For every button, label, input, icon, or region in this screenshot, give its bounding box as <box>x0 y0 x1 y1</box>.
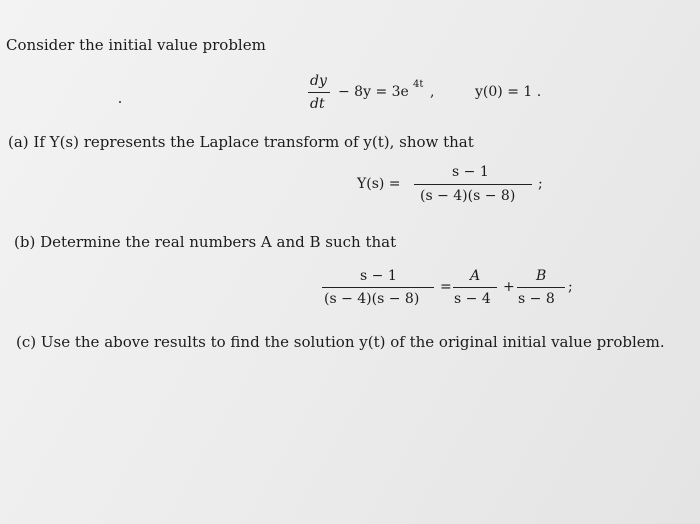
stray-dot <box>119 101 121 103</box>
part-a-fraction-bar <box>414 184 532 185</box>
part-b-b-denominator: s − 8 <box>518 291 555 307</box>
part-b-semicolon: ; <box>568 279 573 295</box>
part-a-denominator: (s − 4)(s − 8) <box>420 188 516 204</box>
part-b-lhs-numerator: s − 1 <box>360 268 397 284</box>
part-b-lhs-fraction-bar <box>322 287 434 288</box>
part-a-semicolon: ; <box>538 176 543 192</box>
ode-comma: , <box>430 84 435 100</box>
part-a-lhs: Y(s) = <box>357 176 401 192</box>
ode-fraction-bar <box>308 92 330 93</box>
part-a-text: (a) If Y(s) represents the Laplace transform of y(t), show that <box>8 133 474 151</box>
part-b-lhs-denominator: (s − 4)(s − 8) <box>324 291 420 307</box>
part-a-numerator: s − 1 <box>452 164 489 180</box>
ode-exponent: 4t <box>413 79 424 90</box>
part-b-b-fraction-bar <box>517 287 565 288</box>
ode-rest: − 8y = 3e <box>338 84 409 100</box>
ode-dt: dt <box>310 96 325 112</box>
ode-initial-condition: y(0) = 1 . <box>475 84 542 100</box>
part-b-plus: + <box>503 279 515 295</box>
part-b-b-numerator: B <box>536 268 547 284</box>
part-b-a-denominator: s − 4 <box>454 291 491 307</box>
part-b-equals: = <box>440 279 452 295</box>
part-c-text: (c) Use the above results to find the solution y(t) of the original initial value problem. <box>16 333 665 351</box>
part-b-text: (b) Determine the real numbers A and B such that <box>14 233 397 251</box>
intro-text: Consider the initial value problem <box>6 36 266 54</box>
part-b-a-fraction-bar <box>453 287 497 288</box>
part-b-a-numerator: A <box>470 268 481 284</box>
ode-dy: dy <box>310 73 327 89</box>
